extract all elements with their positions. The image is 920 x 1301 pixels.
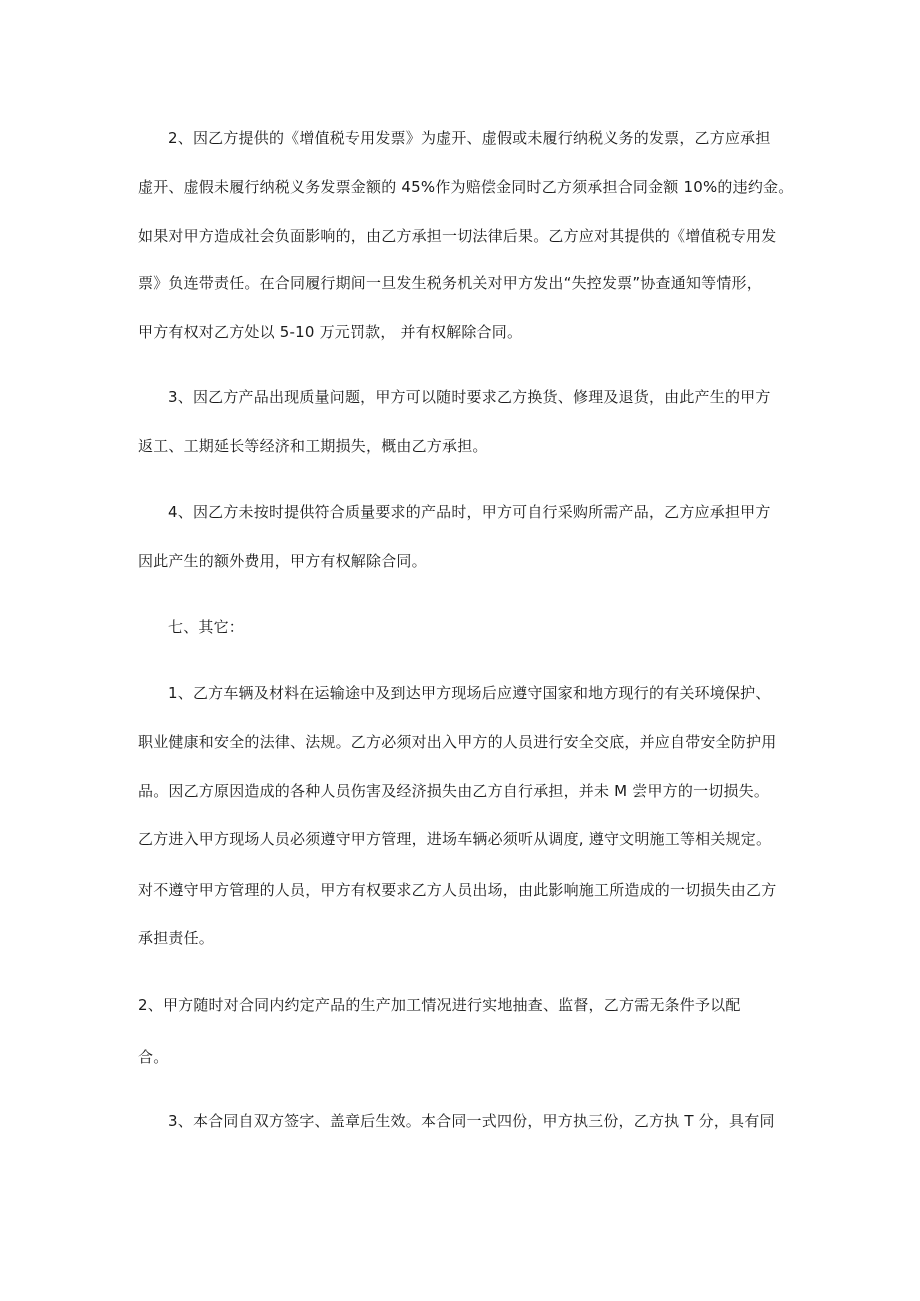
text-line: 虚开、虚假未履行纳税义务发票金额的 45%作为赔偿金同时乙方须承担合同金额 10%的违约金。 bbox=[138, 178, 794, 196]
text-line: 返工、工期延长等经济和工期损失，概由乙方承担。 bbox=[138, 437, 488, 455]
text-line: 乙方进入甲方现场人员必须遵守甲方管理，进场车辆必须听从调度, 遵守文明施工等相关规定。 bbox=[138, 830, 772, 848]
text-line: 职业健康和安全的法律、法规。乙方必须对出入甲方的人员进行安全交底，并应自带安全防护用 bbox=[138, 733, 777, 751]
section-heading: 七、其它： bbox=[168, 618, 245, 636]
text-line: 因此产生的额外费用，甲方有权解除合同。 bbox=[138, 552, 427, 570]
text-line: 对不遵守甲方管理的人员，甲方有权要求乙方人员出场，由此影响施工所造成的一切损失由乙方 bbox=[138, 881, 777, 899]
text-line: 票》负连带责任。在合同履行期间一旦发生税务机关对甲方发出“失控发票”协查通知等情形， bbox=[138, 274, 762, 292]
text-line: 2、因乙方提供的《增值税专用发票》为虚开、虚假或未履行纳税义务的发票，乙方应承担 bbox=[168, 129, 771, 147]
text-line: 合。 bbox=[138, 1048, 169, 1066]
text-line: 2、甲方随时对合同内约定产品的生产加工情况进行实地抽查、监督，乙方需无条件予以配 bbox=[138, 996, 741, 1014]
text-line: 承担责任。 bbox=[138, 929, 215, 947]
text-line: 4、因乙方未按时提供符合质量要求的产品时，甲方可自行采购所需产品，乙方应承担甲方 bbox=[168, 503, 771, 521]
text-line: 1、乙方车辆及材料在运输途中及到达甲方现场后应遵守国家和地方现行的有关环境保护、 bbox=[168, 684, 771, 702]
text-line: 3、因乙方产品出现质量问题，甲方可以随时要求乙方换货、修理及退货，由此产生的甲方 bbox=[168, 388, 771, 406]
text-line: 品。因乙方原因造成的各种人员伤害及经济损失由乙方自行承担，并未 M 尝甲方的一切损失。 bbox=[138, 782, 770, 800]
text-line: 甲方有权对乙方处以 5-10 万元罚款， 并有权解除合同。 bbox=[138, 323, 523, 341]
text-line: 3、本合同自双方签字、盖章后生效。本合同一式四份，甲方执三份，乙方执 T 分，具有同 bbox=[168, 1112, 775, 1130]
text-line: 如果对甲方造成社会负面影响的，由乙方承担一切法律后果。乙方应对其提供的《增值税专用发 bbox=[138, 227, 777, 245]
